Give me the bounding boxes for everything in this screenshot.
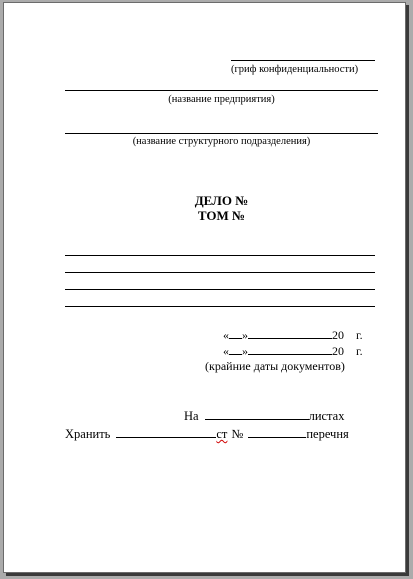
start-date-line <box>223 327 363 343</box>
document-page <box>3 2 406 573</box>
storage-row <box>65 426 349 442</box>
article-abbrev: ст <box>216 427 228 441</box>
dates-caption: (крайние даты документов) <box>205 359 345 373</box>
case-title: ДЕЛО № <box>194 193 249 208</box>
storage-term-blank <box>116 426 216 438</box>
sheets-suffix: листах <box>308 409 345 423</box>
organization-label: (название предприятия) <box>168 94 275 105</box>
department-line <box>65 133 378 134</box>
sheets-count-blank <box>205 408 309 420</box>
storage-prefix: Хранить <box>65 427 111 441</box>
close-quote: » <box>242 344 248 358</box>
end-date-line <box>223 343 363 359</box>
year-prefix: 20 <box>332 344 344 358</box>
day-blank <box>229 327 242 339</box>
article-number-blank <box>248 426 306 438</box>
volume-title: ТОМ № <box>197 208 246 223</box>
month-blank <box>248 343 332 355</box>
sheets-row <box>184 408 344 424</box>
description-line <box>65 255 375 256</box>
organization-line <box>65 90 378 91</box>
description-line <box>65 272 375 273</box>
description-line <box>65 306 375 307</box>
year-suffix: г. <box>356 328 363 342</box>
year-suffix: г. <box>356 344 363 358</box>
month-blank <box>248 327 332 339</box>
year-prefix: 20 <box>332 328 344 342</box>
number-sign: № <box>231 427 244 441</box>
open-quote: « <box>223 344 229 358</box>
confidentiality-line <box>231 60 375 61</box>
close-quote: » <box>242 328 248 342</box>
description-line <box>65 289 375 290</box>
open-quote: « <box>223 328 229 342</box>
day-blank <box>229 343 242 355</box>
sheets-prefix: На <box>184 409 199 423</box>
confidentiality-label: (гриф конфиденциальности) <box>231 64 359 75</box>
storage-suffix: перечня <box>306 427 349 441</box>
department-label: (название структурного подразделения) <box>132 136 311 147</box>
